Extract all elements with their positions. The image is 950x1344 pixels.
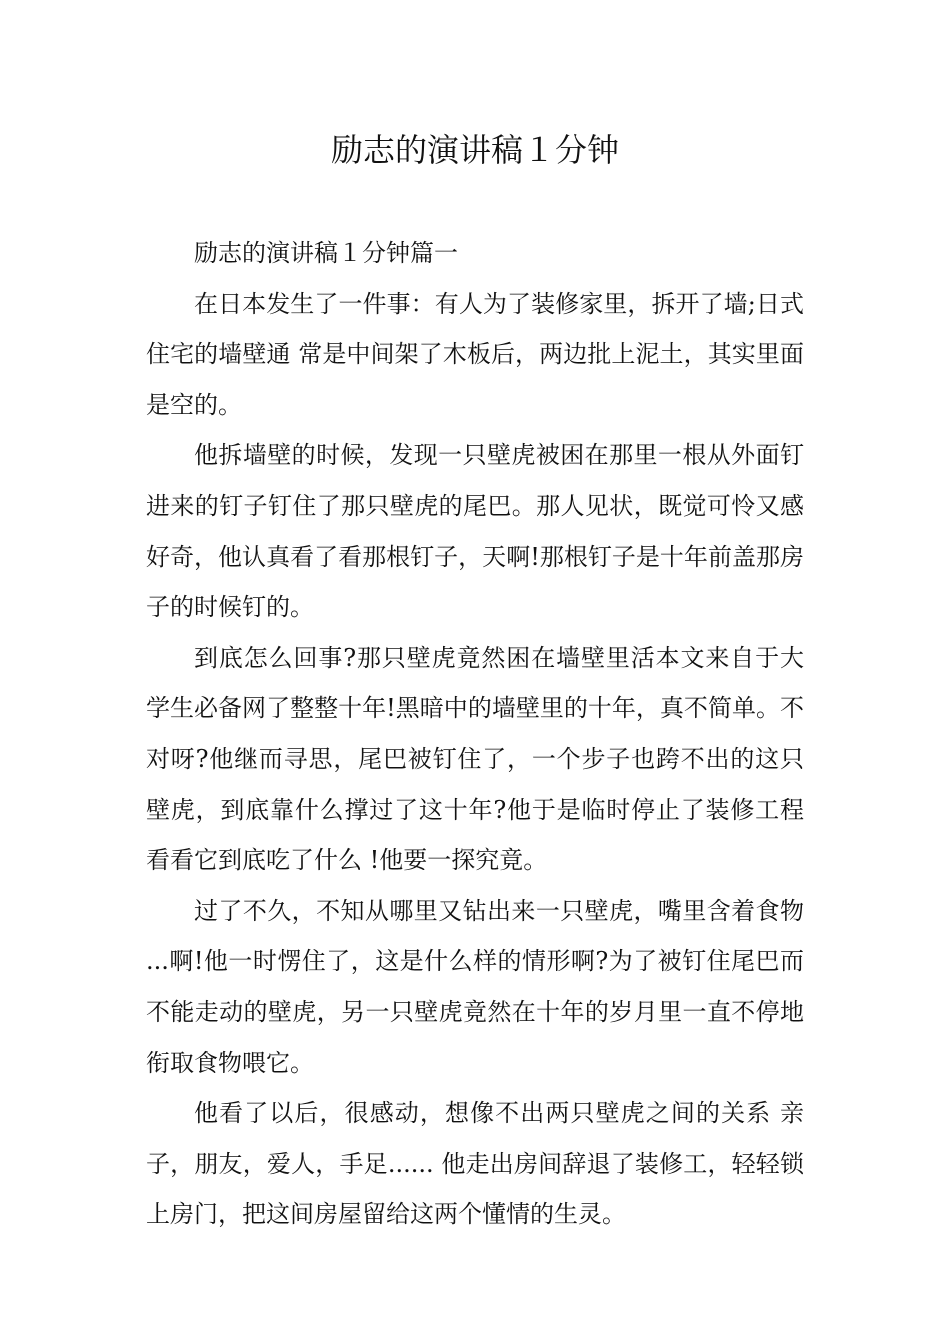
document-title: 励志的演讲稿１分钟: [330, 131, 619, 169]
paragraph-1: 在日本发生了一件事：有人为了装修家里，拆开了墙;日式住宅的墙壁通 常是中间架了木板后，两边批上泥土，其实里面是空的。: [146, 289, 804, 419]
paragraph-5: 他看了以后，很感动，想像不出两只壁虎之间的关系 亲子，朋友，爱人，手足...... 他走出房间辞退了装修工，轻轻锁上房门，把这间房屋留给这两个懂情的生灵。: [146, 1099, 804, 1229]
document-body: [146, 228, 804, 1240]
paragraph-2: 他拆墙壁的时候，发现一只壁虎被困在那里一根从外面钉进来的钉子钉住了那只壁虎的尾巴。那人见状，既觉可怜又感好奇，他认真看了看那根钉子，天啊!那根钉子是十年前盖那房子的时候钉的。: [146, 441, 804, 622]
paragraph-4: 过了不久，不知从哪里又钻出来一只壁虎，嘴里含着食物 ...啊!他一时愣住了，这是什么样的情形啊?为了被钉住尾巴而不能走动的壁虎，另一只壁虎竟然在十年的岁月里一直不停地衔取食物喂它。: [146, 896, 804, 1077]
section-heading: 励志的演讲稿１分钟篇一: [194, 239, 458, 267]
paragraph-3: 到底怎么回事?那只壁虎竟然困在墙壁里活本文来自于大学生必备网了整整十年!黑暗中的墙壁里的十年，真不简单。不对呀?他继而寻思，尾巴被钉住了，一个步子也跨不出的这只壁虎，到底靠什么撑过了这十年?他于是临时停止了装修工程看看它到底吃了什么 !他要一探究竟。: [146, 643, 804, 875]
